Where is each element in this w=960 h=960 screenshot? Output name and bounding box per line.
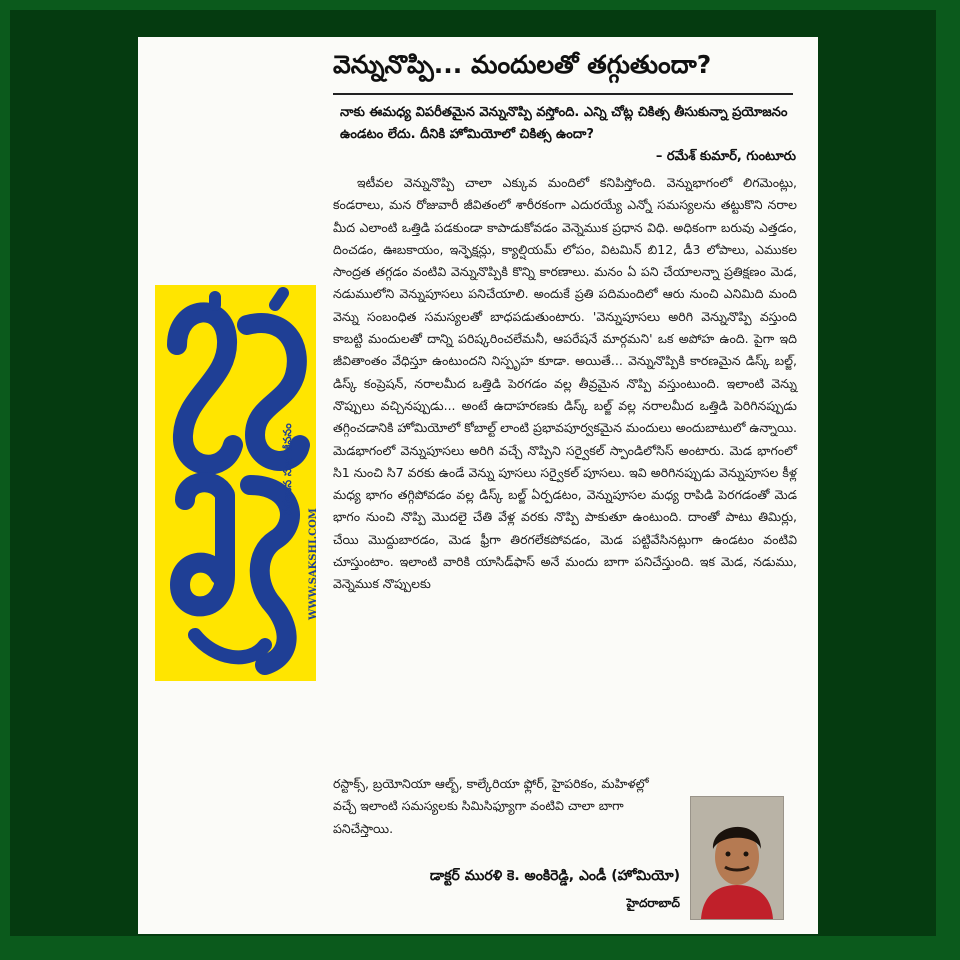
website-label: WWW.SAKSHI.COM [308, 508, 319, 620]
logo-tagline: సర్వజన సుఖ జీవనం [281, 423, 294, 515]
doctor-portrait-image [691, 797, 783, 919]
article-body-end: రస్టాక్స్, బ్రయోనియా ఆల్బ్, కాల్కేరియా ఫ్లోర్, హైపరికం, మహిళల్లో వచ్చే ఇలాంటి సమస్యలకు సిమిసిఫ్యూగా వంటివి చాలా బాగా పనిచేస్తాయి. [333, 776, 649, 836]
doctor-city: హైదరాబాద్ [626, 896, 680, 910]
doctor-name: డాక్టర్ మురళి కె. అంకిరెడ్డి, ఎండీ (హోమియో) [429, 868, 680, 884]
article-headline: వెన్నునొప్పి... మందులతో తగ్గుతుందా? [333, 50, 712, 79]
column-logo-panel [155, 285, 319, 681]
article-body: ఇటీవల వెన్నునొప్పి చాలా ఎక్కువ మందిలో కనిపిస్తోంది. వెన్నుభాగంలో లిగమెంట్లు, కండరాలు, మన రోజువారీ జీవితంలో శారీరకంగా ఎదురయ్యే ఎన్నో సమస్యలను తట్టుకొని నరాల మీద ఎలాంటి ఒత్తిడి పడకుండా కాపాడుకోవడం వెన్నెముక ప్రధాన విధి. అధికంగా బరువు ఎత్తడం, దించడం, ఊబకాయం, ఇన్ఫెక్షన్లు, క్యాల్షియమ్ లోపం, విటమిన్ బి12, డీ3 లోపాలు, ఎముకల సాంద్రత తగ్గడం వంటివి వెన్నునొప్పికి కొన్ని కారణాలు. మనం ఏ పని చేయాలన్నా ప్రతిక్షణం మెడ, నడుములోని వెన్నుపూసలు పనిచేయాలి. అందుకే ప్రతి పదిమందిలో ఆరు నుంచి ఎనిమిది మంది వెన్ను సంబంధిత సమస్యలతో బాధపడుతుంటారు. 'వెన్నుపూసలు అరిగి వెన్నునొప్పి వస్తుంది కాబట్టి మందులతో దాన్ని పరిష్కరించలేమనీ, ఆపరేషనే మార్గమని' ఒక అపోహ ఉంది. పైగా ఇది జీవితాంతం వేధిస్తూ ఉంటుందని నిస్పృహ కూడా. అయితే... వెన్నునొప్పికి కారణమైన డిస్క్ బల్జ్, డిస్క్ కంప్రెషన్, నరాలమీద ఒత్తిడి పెరగడం వల్ల తీవ్రమైన నొప్పి వస్తుంటుంది. ఇలాంటి వెన్ను నొప్పులు వచ్చినప్పుడు... అంటే ఉదాహరణకు డిస్క్ బల్జ్ వల్ల నరాలమీద ఒత్తిడి పెరిగినప్పుడు తగ్గించడానికి హోమియోలో కోబాల్ట్ లాంటి ప్రభావపూర్వకమైన మందులు అందుబాటులో ఉన్నాయి. మెడభాగంలో వెన్నుపూసలు అరిగి వచ్చే నొప్పిని సర్వైకల్ స్పాండిలోసిస్ అంటారు. మెడ భాగంలో సి1 నుంచి సి7 వరకు ఉండే వెన్ను పూసలు సర్వైకల్ పూసలు. ఇవి అరిగినప్పుడు వెన్నుపూసల కీళ్ల మధ్య భాగం తగ్గిపోవడం వల్ల డిస్క్ బల్జ్ ఏర్పడటం, వెన్నుపూసల మధ్య రాపిడి పెరగడంతో మెడ భాగం నుంచి నొప్పి మొదలై చేతి వేళ్ల వరకు నొప్పి పాకుతూ ఉంటుంది. దాంతో పాటు తిమిర్లు, చేయి మొద్దుబారడం, మెడ ఫ్రీగా తిరగలేకపోవడం, మెడ పట్టివేసినట్లుగా ఉండటం వంటివి చూస్తుంటాం. ఇలాంటి వారికి యాసిడ్‌ఫాస్ అనే మందు బాగా పనిచేస్తుంది. ఇక మెడ, నడుము, వెన్నెముక నొప్పులకు [333, 175, 798, 592]
doctor-photo [690, 796, 784, 920]
reader-question: నాకు ఈమధ్య విపరీతమైన వెన్నునొప్పి వస్తోంది. ఎన్ని చోట్ల చికిత్స తీసుకున్నా ప్రయోజనం ఉండటం లేదు. దీనికి హోమియోలో చికిత్స ఉందా? [340, 105, 788, 142]
headline-rule [333, 93, 793, 95]
question-asker: – రమేశ్ కుమార్, గుంటూరు [655, 149, 796, 164]
